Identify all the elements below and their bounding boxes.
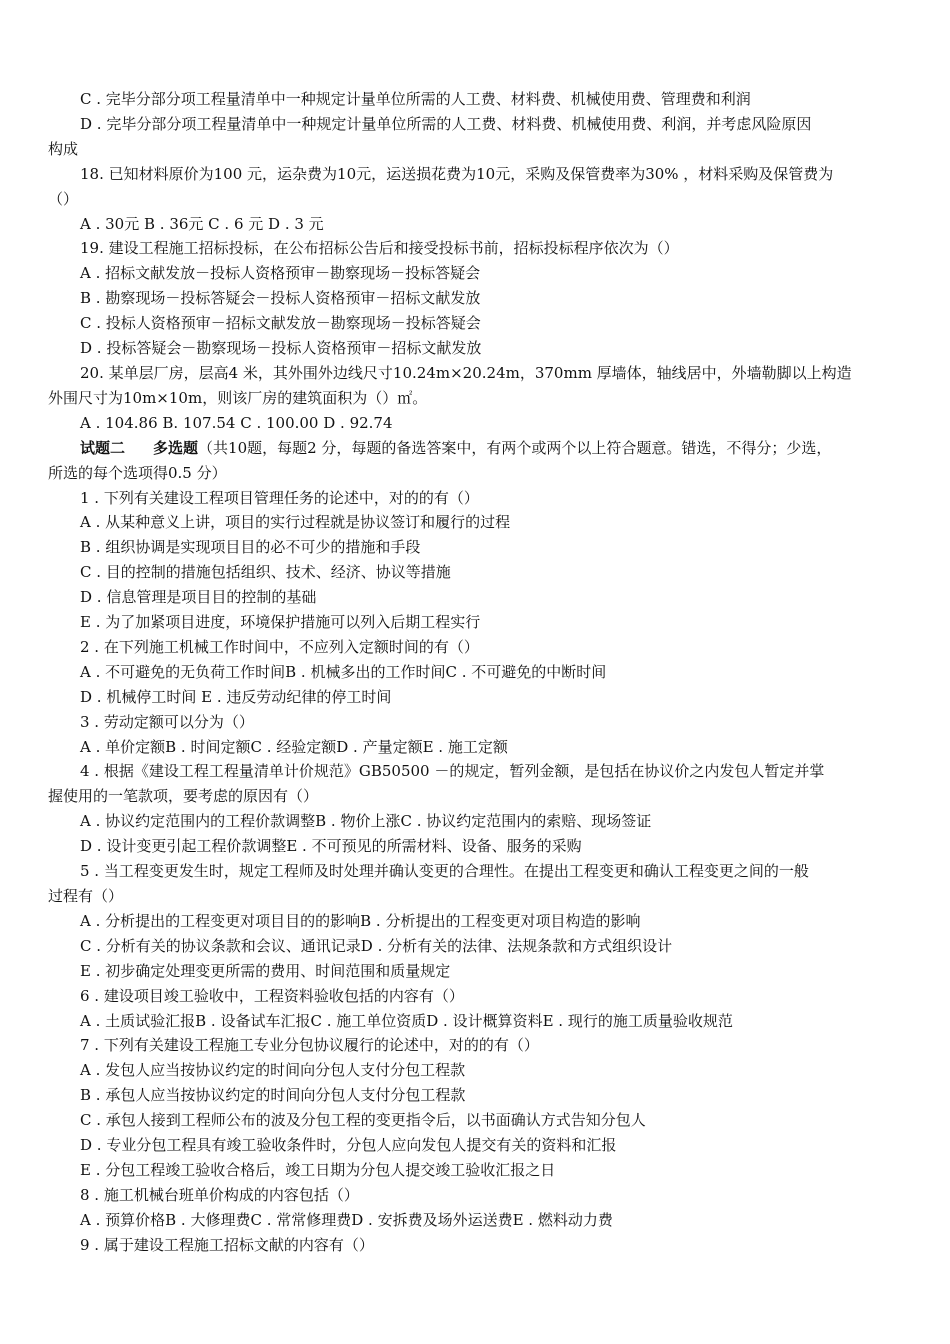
- text-line: 外围尺寸为10m×10m，则该厂房的建筑面积为（）㎡。: [48, 388, 428, 407]
- text-line: D . 设计变更引起工程价款调整E . 不可预见的所需材料、设备、服务的采购: [80, 837, 582, 856]
- text-line: 构成: [48, 139, 79, 158]
- single-choice-block: [48, 87, 910, 436]
- text-line: A . 单价定额B . 时间定额C . 经验定额D . 产量定额E . 施工定额: [80, 737, 508, 756]
- section-desc-line2: 所选的每个选项得0.5 分）: [48, 463, 227, 482]
- text-line: 5 . 当工程变更发生时，规定工程师及时处理并确认变更的合理性。在提出工程变更和确认工程变更之间的一般: [80, 862, 809, 881]
- text-line: 18. 已知材料原价为100 元，运杂费为10元，运送损花费为10元，采购及保管费率为30% ，材料采购及保管费为: [80, 164, 834, 183]
- text-line: A . 分析提出的工程变更对项目目的的影响B . 分析提出的工程变更对项目构造的影响: [80, 911, 641, 930]
- text-line: C . 投标人资格预审－招标文献发放－勘察现场－投标答疑会: [80, 314, 481, 333]
- text-line: A . 土质试验汇报B . 设备试车汇报C . 施工单位资质D . 设计概算资料E . 现行的施工质量验收规范: [80, 1011, 733, 1030]
- text-line: E . 为了加紧项目进度，环境保护措施可以列入后期工程实行: [80, 613, 481, 632]
- text-line: D . 投标答疑会－勘察现场－投标人资格预审－招标文献发放: [80, 339, 482, 358]
- text-line: 6 . 建设项目竣工验收中，工程资料验收包括的内容有（）: [80, 986, 464, 1005]
- text-line: C . 完毕分部分项工程量清单中一种规定计量单位所需的人工费、材料费、机械使用费、管理费和利润: [80, 90, 751, 108]
- text-line: A . 104.86 B. 107.54 C . 100.00 D . 92.74: [80, 413, 393, 432]
- text-line: D . 信息管理是项目目的控制的基础: [80, 588, 317, 607]
- text-line: 2 . 在下列施工机械工作时间中，不应列入定额时间的有（）: [80, 637, 479, 656]
- text-line: A . 协议约定范围内的工程价款调整B . 物价上涨C . 协议约定范围内的索赔、现场签证: [80, 812, 652, 831]
- text-line: 3 . 劳动定额可以分为（）: [80, 712, 254, 731]
- text-line: A . 从某种意义上讲，项目的实行过程就是协议签订和履行的过程: [80, 513, 511, 532]
- text-line: A . 30元 B . 36元 C . 6 元 D . 3 元: [80, 214, 324, 233]
- text-line: 7 . 下列有关建设工程施工专业分包协议履行的论述中，对的的有（）: [80, 1036, 539, 1055]
- text-line: A . 发包人应当按协议约定的时间向分包人支付分包工程款: [80, 1061, 466, 1080]
- multiple-choice-block: [48, 486, 910, 1258]
- text-line: C . 目的控制的措施包括组织、技术、经济、协议等措施: [80, 563, 451, 582]
- text-line: D . 专业分包工程具有竣工验收条件时，分包人应向发包人提交有关的资料和汇报: [80, 1136, 617, 1155]
- text-line: 握使用的一笔款项，要考虑的原因有（）: [48, 787, 319, 806]
- text-line: A . 不可避免的无负荷工作时间B . 机械多出的工作时间C . 不可避免的中断时间: [80, 662, 607, 681]
- text-line: 1 . 下列有关建设工程项目管理任务的论述中，对的的有（）: [80, 488, 479, 507]
- text-line: 19. 建设工程施工招标投标，在公布招标公告后和接受投标书前，招标投标程序依次为（）: [80, 239, 679, 258]
- document-body: [48, 87, 910, 1258]
- text-line: A . 预算价格B . 大修理费C . 常常修理费D . 安拆费及场外运送费E . 燃料动力费: [80, 1210, 613, 1229]
- text-line: E . 初步确定处理变更所需的费用、时间范围和质量规定: [80, 961, 451, 980]
- section-header: [48, 436, 910, 461]
- text-line: 8 . 施工机械台班单价构成的内容包括（）: [80, 1185, 359, 1204]
- text-line: 4 . 根据《建设工程工程量清单计价规范》GB50500 －的规定，暂列金额，是包括在协议价之内发包人暂定并掌: [80, 762, 825, 781]
- text-line: A . 招标文献发放－投标人资格预审－勘察现场－投标答疑会: [80, 264, 481, 283]
- text-line: C . 分析有关的协议条款和会议、通讯记录D . 分析有关的法律、法规条款和方式组织设计: [80, 936, 673, 955]
- section-desc-line1: （共10题，每题2 分，每题的备选答案中，有两个或两个以上符合题意。错选，不得分；少选，: [198, 438, 832, 457]
- section-type: 多选题: [153, 438, 199, 457]
- text-line: 20. 某单层厂房，层高4 米，其外围外边线尺寸10.24m×20.24m，370mm 厚墙体，轴线居中，外墙勒脚以上构造: [80, 363, 852, 382]
- text-line: D . 完毕分部分项工程量清单中一种规定计量单位所需的人工费、材料费、机械使用费、利润，并考虑风险原因: [80, 114, 812, 133]
- text-line: 过程有（）: [48, 887, 124, 905]
- section-title: 试题二: [80, 438, 126, 457]
- text-line: B . 组织协调是实现项目目的必不可少的措施和手段: [80, 538, 421, 557]
- text-line: C . 承包人接到工程师公布的波及分包工程的变更指令后，以书面确认方式告知分包人: [80, 1111, 646, 1130]
- text-line: B . 勘察现场－投标答疑会－投标人资格预审－招标文献发放: [80, 289, 481, 308]
- text-line: B . 承包人应当按协议约定的时间向分包人支付分包工程款: [80, 1086, 466, 1105]
- text-line: D . 机械停工时间 E . 违反劳动纪律的停工时间: [80, 687, 392, 706]
- text-line: E . 分包工程竣工验收合格后，竣工日期为分包人提交竣工验收汇报之日: [80, 1160, 556, 1179]
- text-line: （）: [48, 189, 79, 208]
- text-line: 9 . 属于建设工程施工招标文献的内容有（）: [80, 1235, 374, 1254]
